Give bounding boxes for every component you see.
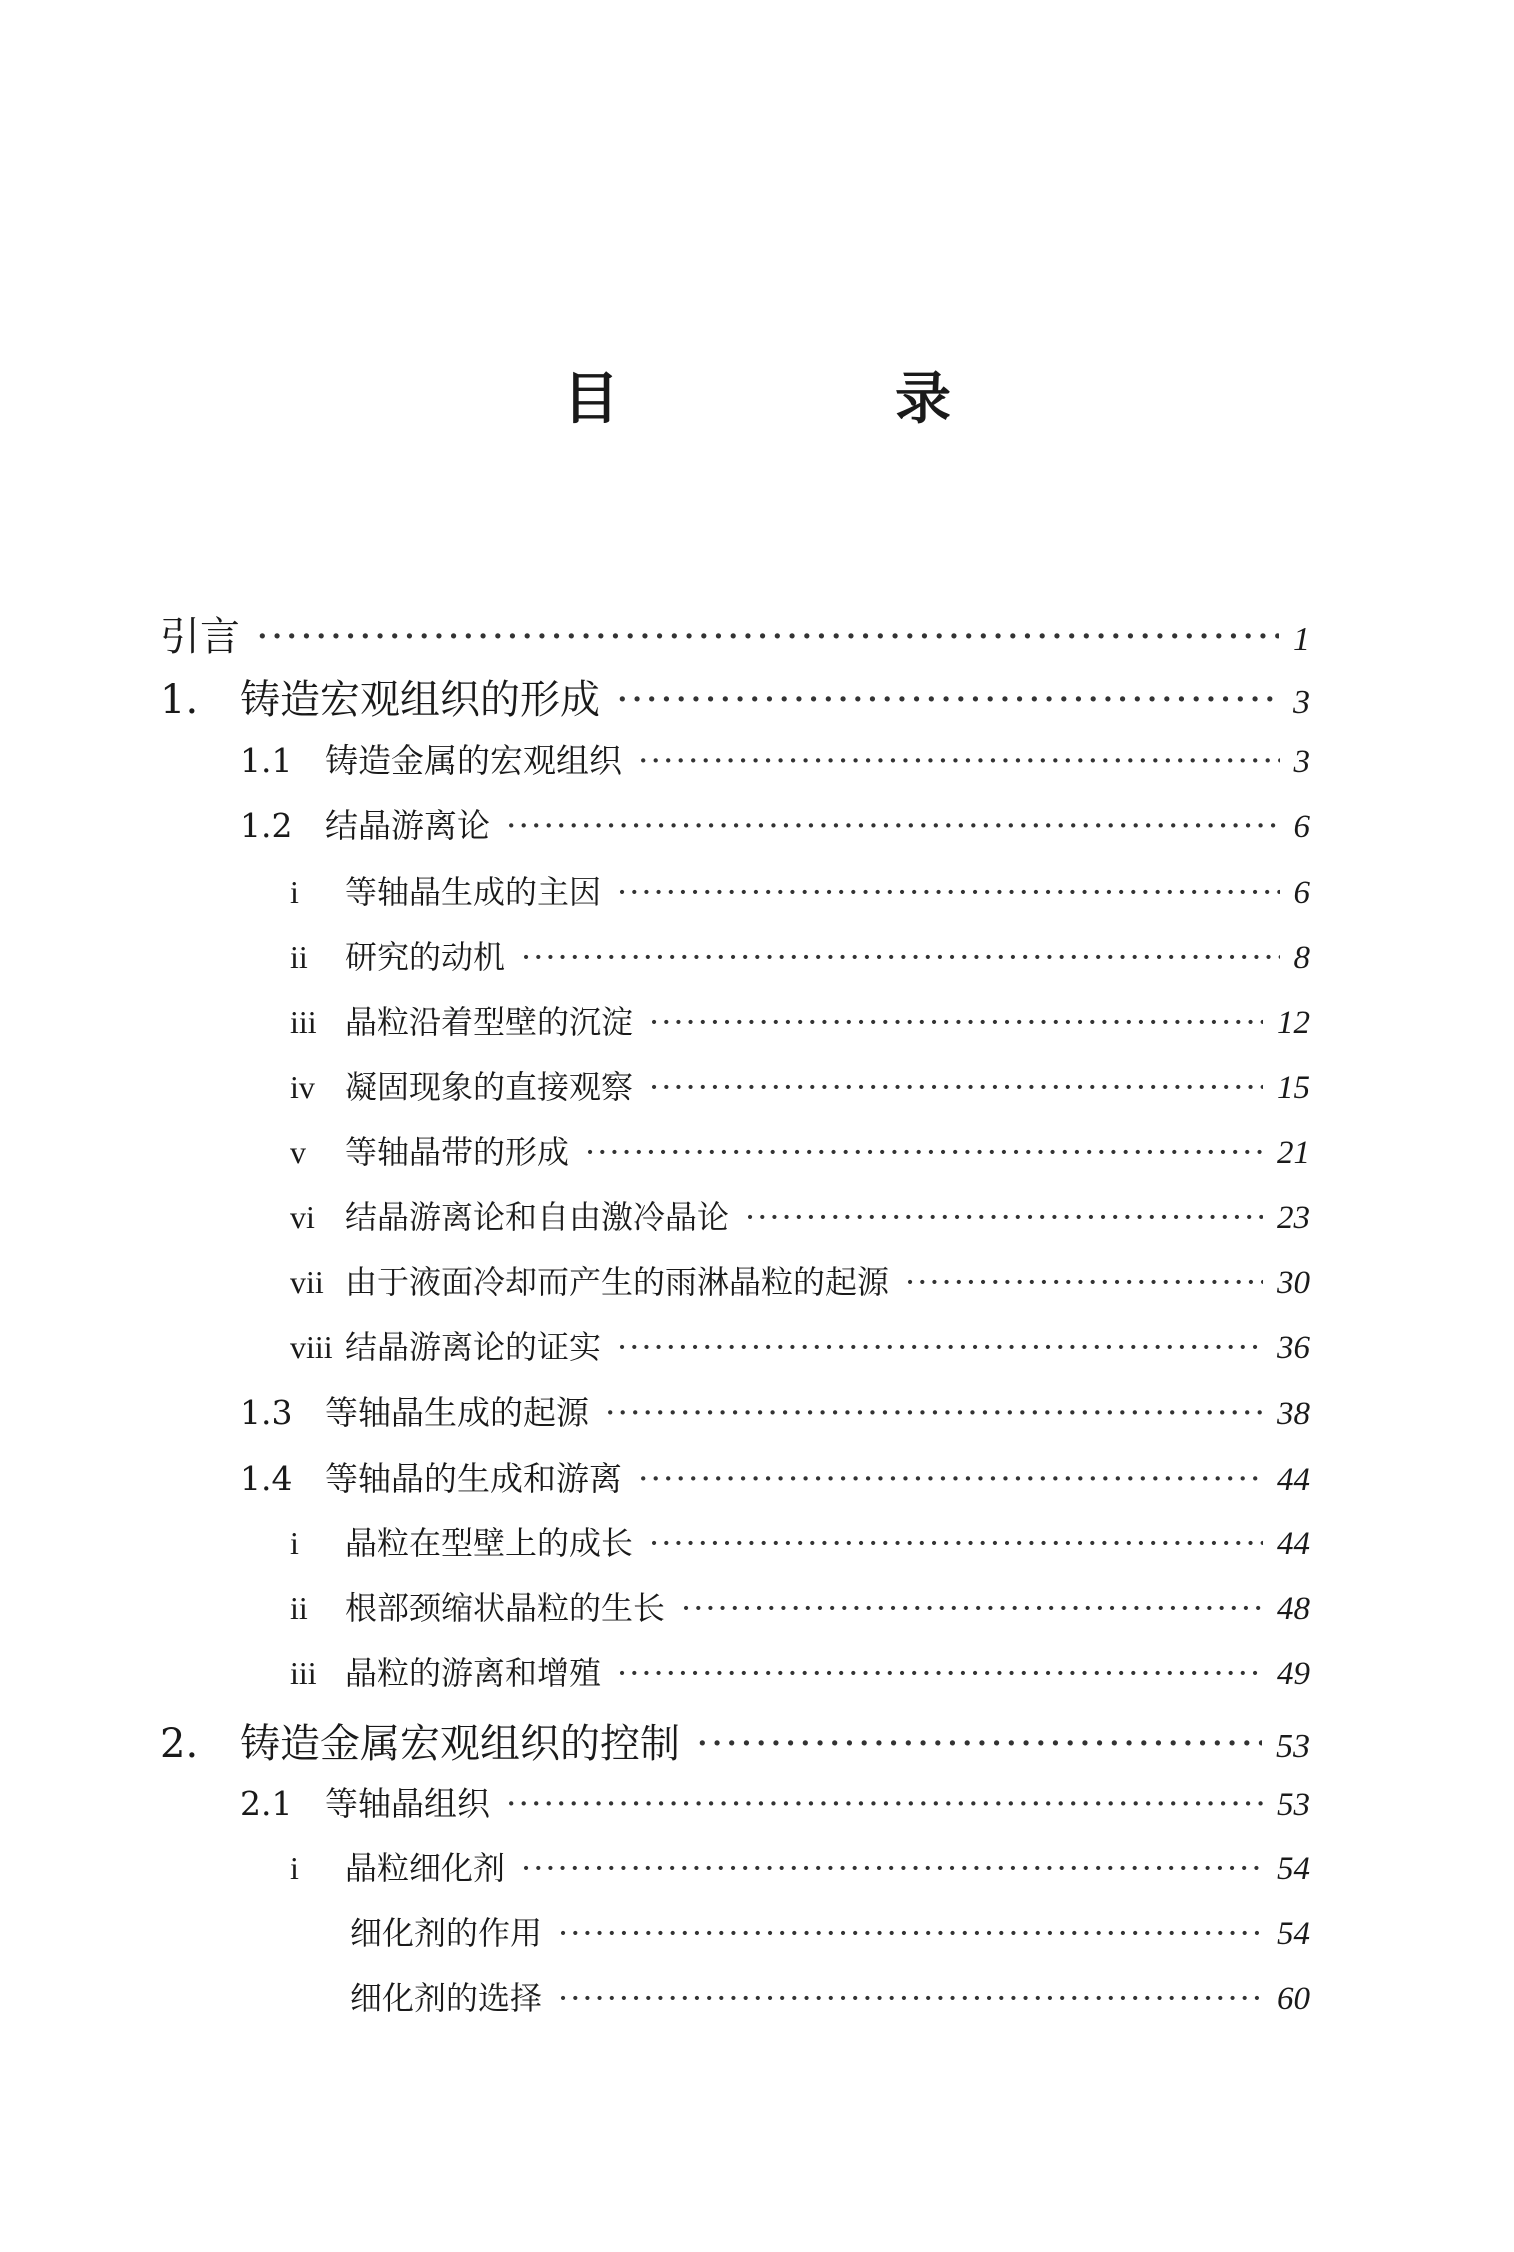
- toc-entry-number: 1.1: [240, 741, 293, 780]
- toc-entry-page: 1: [1293, 621, 1310, 658]
- toc-entry-title: 根部颈缩状晶粒的生长: [345, 1589, 666, 1627]
- toc-entry-number: iv: [290, 1069, 315, 1105]
- dot-leader: [638, 741, 1280, 780]
- dot-leader: [649, 1524, 1263, 1562]
- toc-entry-title: 晶粒细化剂: [345, 1849, 506, 1887]
- toc-entry: [160, 668, 1310, 725]
- toc-entry-page: 3: [1293, 744, 1310, 780]
- toc-entry-title: 细化剂的作用: [350, 1914, 543, 1952]
- toc-entry-number: 2.: [160, 1721, 199, 1767]
- toc-entry-number: iii: [290, 1004, 317, 1040]
- toc-entry-page: 30: [1277, 1265, 1310, 1301]
- toc-entry-title: 铸造金属宏观组织的控制: [240, 1721, 680, 1767]
- toc-entry-number: ii: [290, 1590, 308, 1626]
- toc-entry-title: 等轴晶生成的主因: [345, 873, 602, 911]
- toc-entry-number: vii: [290, 1264, 324, 1300]
- toc-entry-title: 引言: [160, 614, 240, 660]
- dot-leader: [617, 1328, 1263, 1366]
- toc-entry-page: 6: [1293, 875, 1310, 911]
- toc-entry: [290, 1518, 1310, 1564]
- page-title: 目 录: [563, 367, 1061, 432]
- toc-entry-title: 凝固现象的直接观察: [345, 1068, 634, 1106]
- dot-leader: [617, 873, 1279, 911]
- dot-leader: [506, 1784, 1263, 1823]
- toc-entry-page: 6: [1293, 809, 1310, 845]
- dot-leader: [558, 1914, 1263, 1952]
- toc-entry-page: 44: [1277, 1462, 1310, 1498]
- dot-leader: [521, 1849, 1263, 1887]
- dot-leader: [638, 1459, 1263, 1498]
- dot-leader: [696, 1721, 1262, 1767]
- dot-leader: [605, 1393, 1263, 1432]
- toc-entry: [290, 1257, 1310, 1303]
- toc-entry-number: i: [290, 1850, 299, 1886]
- toc-entry-number: 1.4: [240, 1459, 293, 1498]
- toc-entry: [290, 1192, 1310, 1238]
- toc-entry-page: 48: [1277, 1591, 1310, 1627]
- toc-entry: [240, 735, 1310, 782]
- toc-entry-number: iii: [290, 1655, 317, 1691]
- toc-entry-page: 12: [1277, 1005, 1310, 1041]
- toc-entry: [290, 997, 1310, 1043]
- toc-entry-number: ii: [290, 939, 308, 975]
- dot-leader: [558, 1979, 1263, 2017]
- toc-entry-page: 21: [1277, 1135, 1310, 1171]
- toc-entry-number: viii: [290, 1329, 333, 1365]
- toc-entry-number: 1.: [160, 677, 199, 723]
- toc-entry-title: 由于液面冷却而产生的雨淋晶粒的起源: [345, 1263, 890, 1301]
- toc-entry-title: 等轴晶组织: [325, 1784, 490, 1823]
- toc-entry: [240, 1778, 1310, 1825]
- toc-entry-title: 结晶游离论和自由激冷晶论: [345, 1198, 730, 1236]
- toc-entry: [160, 1712, 1310, 1769]
- toc-entry-number: i: [290, 1525, 299, 1561]
- toc-entry-page: 36: [1277, 1330, 1310, 1366]
- toc-entry-number: 1.3: [240, 1393, 293, 1432]
- dot-leader: [905, 1263, 1263, 1301]
- toc-entry: [290, 1843, 1310, 1889]
- toc-entry: [350, 1908, 1310, 1954]
- toc-entry-title: 铸造金属的宏观组织: [325, 741, 622, 780]
- toc-entry-number: v: [290, 1134, 306, 1170]
- toc-entry-title: 结晶游离论的证实: [345, 1328, 602, 1366]
- toc-entry-page: 60: [1277, 1981, 1310, 2017]
- toc-entry-title: 细化剂的选择: [350, 1979, 543, 2017]
- toc-entry-title: 铸造宏观组织的形成: [240, 677, 600, 723]
- dot-leader: [617, 1654, 1263, 1692]
- toc-entry: [160, 605, 1310, 662]
- toc-entry: [290, 1648, 1310, 1694]
- toc-entry-page: 53: [1276, 1728, 1310, 1765]
- toc-entry-title: 晶粒的游离和增殖: [345, 1654, 602, 1692]
- dot-leader: [649, 1003, 1263, 1041]
- toc-entry-page: 3: [1293, 684, 1310, 721]
- dot-leader: [585, 1133, 1263, 1171]
- toc-entry-title: 晶粒在型壁上的成长: [345, 1524, 634, 1562]
- toc-entry-page: 8: [1293, 940, 1310, 976]
- dot-leader: [616, 677, 1279, 723]
- toc-entry-title: 结晶游离论: [325, 806, 490, 845]
- dot-leader: [256, 614, 1279, 660]
- toc-entry: [290, 932, 1310, 978]
- toc-entry-number: i: [290, 874, 299, 910]
- dot-leader: [745, 1198, 1263, 1236]
- toc-entry-number: 1.2: [240, 806, 293, 845]
- toc-entry-title: 晶粒沿着型壁的沉淀: [345, 1003, 634, 1041]
- toc-entry: [290, 867, 1310, 913]
- toc-entry: [240, 1387, 1310, 1434]
- toc-entry-page: 23: [1277, 1200, 1310, 1236]
- toc-entry-page: 38: [1277, 1396, 1310, 1432]
- toc-entry: [290, 1062, 1310, 1108]
- toc-entry-title: 研究的动机: [345, 938, 506, 976]
- dot-leader: [681, 1589, 1263, 1627]
- toc-entry-page: 44: [1277, 1526, 1310, 1562]
- toc-entry: [240, 1453, 1310, 1500]
- toc-entry-number: 2.1: [240, 1784, 293, 1823]
- toc-entry-title: 等轴晶带的形成: [345, 1133, 570, 1171]
- toc-entry-page: 54: [1277, 1916, 1310, 1952]
- dot-leader: [521, 938, 1279, 976]
- toc-entry: [290, 1583, 1310, 1629]
- dot-leader: [649, 1068, 1263, 1106]
- toc-entry-title: 等轴晶生成的起源: [325, 1393, 589, 1432]
- toc-entry: [290, 1127, 1310, 1173]
- toc-entry-title: 等轴晶的生成和游离: [325, 1459, 622, 1498]
- toc-entry: [240, 800, 1310, 847]
- toc-entry-page: 15: [1277, 1070, 1310, 1106]
- toc-entry: [290, 1322, 1310, 1368]
- toc-entry-page: 54: [1277, 1851, 1310, 1887]
- toc-entry-page: 49: [1277, 1656, 1310, 1692]
- toc-entry: [350, 1973, 1310, 2019]
- dot-leader: [506, 806, 1280, 845]
- toc-entry-number: vi: [290, 1199, 315, 1235]
- toc-entry-page: 53: [1277, 1787, 1310, 1823]
